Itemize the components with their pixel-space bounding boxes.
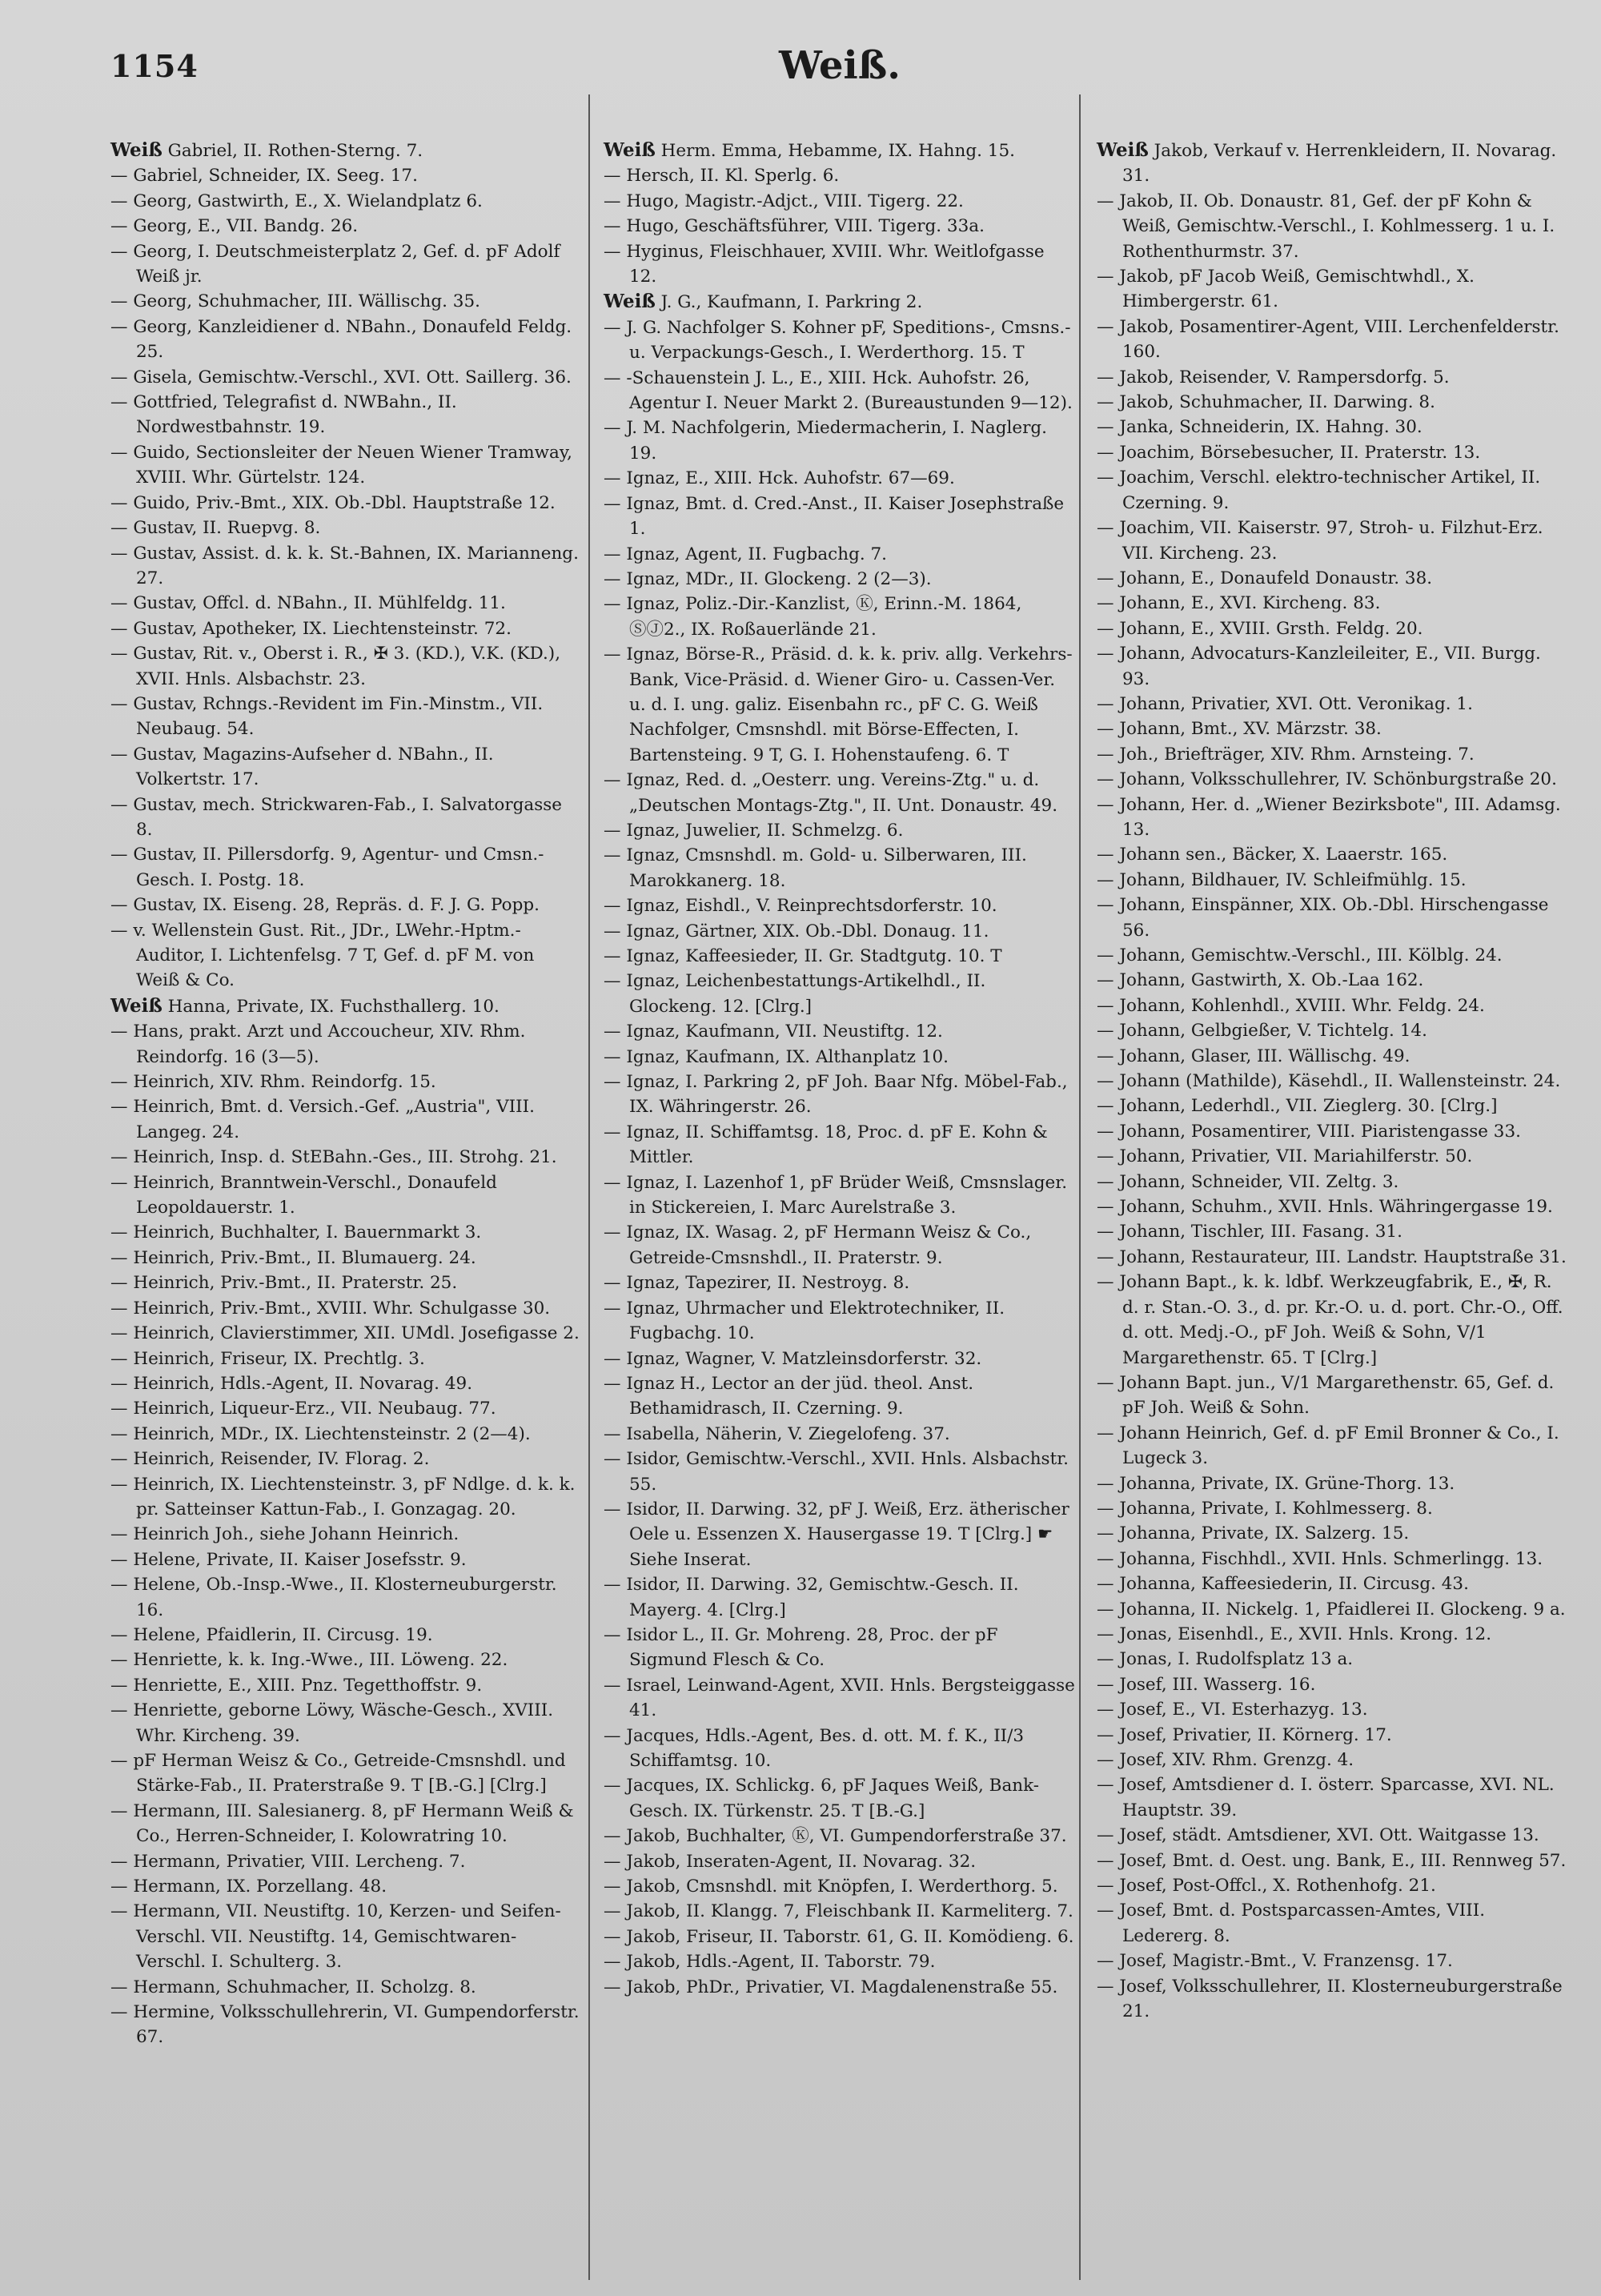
directory-entry: — Heinrich, Insp. d. StEBahn.-Ges., III. Strohg. 21. [110,1147,557,1168]
directory-entry: — Johann, Gelbgießer, V. Tichtelg. 14. [1097,1021,1427,1042]
directory-entry: Weiß J. G., Kaufmann, I. Parkring 2. [604,291,923,313]
column-divider [1079,94,1081,2280]
page-header [110,43,1569,99]
directory-entry: — Helene, Private, II. Kaiser Josefsstr. 9. [110,1549,467,1570]
directory-entry: — Heinrich, Branntwein-Verschl., Donaufeld Leopoldauerstr. 1. [110,1172,497,1218]
directory-entry: — Josef, Bmt. d. Postsparcassen-Amtes, VIII. Ledererg. 8. [1097,1901,1486,1946]
directory-entry: — Ignaz, Gärtner, XIX. Ob.-Dbl. Donaug. 11. [604,921,989,941]
directory-entry: — Isidor, II. Darwing. 32, pF J. Weiß, Erz. ätherischer Oele u. Essenzen X. Hausergasse 19. T [Clrg.] ☛ Siehe Inserat. [604,1499,1069,1570]
directory-entry: — Johann, Kohlenhdl., XVIII. Whr. Feldg. 24. [1097,995,1485,1016]
directory-entry: — Georg, I. Deutschmeisterplatz 2, Gef. d. pF Adolf Weiß jr. [110,241,560,287]
directory-entry: — Johann Bapt. jun., V/1 Margarethenstr. 65, Gef. d. pF Joh. Weiß & Sohn. [1097,1372,1555,1419]
directory-entry: — Gustav, IX. Eiseng. 28, Repräs. d. F. J. G. Popp. [110,895,540,916]
directory-entry: — Josef, städt. Amtsdiener, XVI. Ott. Waitgasse 13. [1097,1825,1539,1846]
directory-entry: — Gustav, mech. Strickwaren-Fab., I. Salvatorgasse 8. [110,794,563,840]
directory-entry: — Hermine, Volksschullehrerin, VI. Gumpendorferstr. 67. [110,2002,580,2048]
directory-entry: — Guido, Sectionsleiter der Neuen Wiener Tramway, XVIII. Whr. Gürtelstr. 124. [110,442,572,488]
directory-entry: — Johann, Privatier, VII. Mariahilferstr. 50. [1097,1146,1473,1167]
directory-entry: — -Schauenstein J. L., E., XIII. Hck. Auhofstr. 26, Agentur I. Neuer Markt 2. (Bureaustunden 9—12). [604,367,1073,414]
directory-entry: — Hans, prakt. Arzt und Accoucheur, XIV. Rhm. Reindorfg. 16 (3—5). [110,1022,526,1067]
directory-entry: — Hermann, Privatier, VIII. Lercheng. 7. [110,1851,466,1872]
directory-entry: — Jakob, Inseraten-Agent, II. Novarag. 32. [604,1851,977,1872]
directory-entry: — Johann, Restaurateur, III. Landstr. Hauptstraße 31. [1097,1246,1567,1267]
directory-entry: — Jacques, IX. Schlickg. 6, pF Jaques Weiß, Bank-Gesch. IX. Türkenstr. 25. T [B.-G.] [604,1776,1040,1821]
directory-entry: — Helene, Ob.-Insp.-Wwe., II. Klosterneuburgerstr. 16. [110,1575,557,1620]
directory-entry: — Johann, E., XVI. Kircheng. 83. [1097,593,1381,614]
directory-entry: — Johann, E., XVIII. Grsth. Feldg. 20. [1097,618,1423,639]
directory-entry: — Johann, Her. d. „Wiener Bezirksbote", III. Adamsg. 13. [1097,794,1561,840]
directory-entry: — Guido, Priv.-Bmt., XIX. Ob.-Dbl. Hauptstraße 12. [110,492,556,513]
directory-entry: — Johann, E., Donaufeld Donaustr. 38. [1097,568,1433,588]
directory-entry: — Heinrich, Priv.-Bmt., XVIII. Whr. Schulgasse 30. [110,1298,551,1319]
directory-entry: — Johann, Advocaturs-Kanzleileiter, E., VII. Burgg. 93. [1097,644,1541,689]
directory-entry: — Johanna, Kaffeesiederin, II. Circusg. 43. [1097,1574,1469,1595]
directory-entry: Weiß Herm. Emma, Hebamme, IX. Hahng. 15. [604,139,1015,161]
directory-entry: Weiß Gabriel, II. Rothen-Sterng. 7. [110,139,423,161]
directory-entry: — Johann Bapt., k. k. ldbf. Werkzeugfabrik, E., ✠, R. d. r. Stan.-O. 3., d. pr. Kr.-O. u. d. port. Chr.-O., Off. d. ott. Medj.-O., pF Joh. Weiß & Sohn, V/1 Margarethenstr. 65. T [Clrg.] [1097,1272,1563,1368]
directory-entry: — Heinrich, Bmt. d. Versich.-Gef. „Austria", VIII. Langeg. 24. [110,1097,535,1142]
directory-entry: — Jakob, Hdls.-Agent, II. Taborstr. 79. [604,1952,936,1973]
directory-entry: Weiß Hanna, Private, IX. Fuchsthallerg. 10. [110,994,500,1017]
directory-entry: — Johanna, II. Nickelg. 1, Pfaidlerei II. Glockeng. 9 a. [1097,1599,1566,1620]
directory-entry: — Henriette, E., XIII. Pnz. Tegetthoffstr. 9. [110,1675,483,1696]
directory-entry: — Ignaz, Kaufmann, IX. Althanplatz 10. [604,1046,949,1067]
directory-entry: — Ignaz, II. Schiffamtsg. 18, Proc. d. pF E. Kohn & Mittler. [604,1122,1048,1168]
directory-entry: — Ignaz, I. Parkring 2, pF Joh. Baar Nfg. Möbel-Fab., IX. Währingerstr. 26. [604,1072,1068,1118]
directory-entry: — Gisela, Gemischtw.-Verschl., XVI. Ott. Saillerg. 36. [110,367,572,387]
directory-entry: — Hugo, Magistr.-Adjct., VIII. Tigerg. 22. [604,191,964,211]
directory-entry: — Johann, Schneider, VII. Zeltg. 3. [1097,1171,1399,1192]
directory-entry: — Jonas, I. Rudolfsplatz 13 a. [1097,1649,1354,1670]
directory-entry: — J. M. Nachfolgerin, Miedermacherin, I. Naglerg. 19. [604,418,1047,464]
directory-entry: — Georg, Schuhmacher, III. Wällischg. 35. [110,291,480,312]
directory-entry: — Johann, Einspänner, XIX. Ob.-Dbl. Hirschengasse 56. [1097,895,1549,941]
directory-entry: — Josef, III. Wasserg. 16. [1097,1674,1316,1695]
directory-entry: — Gottfried, Telegrafist d. NWBahn., II. Nordwestbahnstr. 19. [110,392,457,438]
directory-entry: — Jakob, Reisender, V. Rampersdorfg. 5. [1097,367,1450,387]
directory-entry: — Hermann, IX. Porzellang. 48. [110,1877,387,1897]
directory-entry: — Gustav, Rit. v., Oberst i. R., ✠ 3. (KD.), V.K. (KD.), XVII. Hnls. Alsbachstr. 23. [110,644,561,689]
directory-entry: — Jonas, Eisenhdl., E., XVII. Hnls. Krong. 12. [1097,1624,1492,1644]
directory-entry: — Ignaz, Bmt. d. Cred.-Anst., II. Kaiser Josephstraße 1. [604,493,1065,540]
column-middle [604,138,1076,2050]
directory-entry: — Ignaz, IX. Wasag. 2, pF Hermann Weisz & Co., Getreide-Cmsnshdl., II. Praterstr. 9. [604,1222,1032,1268]
directory-entry: — Isidor, Gemischtw.-Verschl., XVII. Hnls. Alsbachstr. 55. [604,1449,1069,1495]
directory-entry: — Heinrich, Friseur, IX. Prechtlg. 3. [110,1348,425,1369]
directory-entry: — Ignaz, Leichenbestattungs-Artikelhdl., II. Glockeng. 12. [Clrg.] [604,971,986,1017]
directory-entry: — Johann sen., Bäcker, X. Laaerstr. 165. [1097,845,1448,865]
directory-entry: — Hermann, III. Salesianerg. 8, pF Hermann Weiß & Co., Herren-Schneider, I. Kolowratring 10. [110,1800,574,1847]
page-number: 1154 [110,48,199,84]
directory-entry: — Johann, Posamentirer, VIII. Piaristengasse 33. [1097,1121,1522,1142]
directory-entry: — Josef, Bmt. d. Oest. ung. Bank, E., III. Rennweg 57. [1097,1850,1567,1871]
directory-entry: — Jakob, Posamentirer-Agent, VIII. Lerchenfelderstr. 160. [1097,316,1559,363]
directory-entry: — Joachim, Verschl. elektro-technischer Artikel, II. Czerning. 9. [1097,468,1541,513]
directory-entry: — Gustav, Rchngs.-Revident im Fin.-Minstm., VII. Neubaug. 54. [110,693,544,740]
directory-entry: — Josef, XIV. Rhm. Grenzg. 4. [1097,1750,1354,1770]
directory-entry: — Israel, Leinwand-Agent, XVII. Hnls. Bergsteiggasse 41. [604,1675,1075,1721]
directory-entry: — Hyginus, Fleischhauer, XVIII. Whr. Weitlofgasse 12. [604,241,1045,287]
directory-entry: — Josef, E., VI. Esterhazyg. 13. [1097,1700,1368,1720]
directory-entry: — Josef, Amtsdiener d. I. österr. Sparcasse, XVI. NL. Hauptstr. 39. [1097,1775,1555,1820]
directory-entry: — Johann, Bildhauer, IV. Schleifmühlg. 15. [1097,869,1467,890]
column-right [1097,138,1569,2050]
directory-columns [110,138,1569,2050]
directory-entry: — Jakob, Cmsnshdl. mit Knöpfen, I. Werderthorg. 5. [604,1877,1058,1897]
directory-entry: — J. G. Nachfolger S. Kohner pF, Speditions-, Cmsns.- u. Verpackungs-Gesch., I. Werderthorg. 15. T [604,317,1071,363]
directory-entry: — Jakob, II. Ob. Donaustr. 81, Gef. der pF Kohn & Weiß, Gemischtw.-Verschl., I. Kohlmesserg. 1 u. I. Rothenthurmstr. 37. [1097,191,1555,262]
directory-entry: — v. Wellenstein Gust. Rit., JDr., LWehr.-Hptm.-Auditor, I. Lichtenfelsg. 7 T, Gef. d. pF M. von Weiß & Co. [110,920,535,991]
directory-entry: — pF Herman Weisz & Co., Getreide-Cmsnshdl. und Stärke-Fab., II. Praterstraße 9. T [B.-G.] [Clrg.] [110,1751,566,1796]
column-divider [588,94,590,2280]
directory-entry: — Helene, Pfaidlerin, II. Circusg. 19. [110,1624,433,1645]
directory-entry: — Hugo, Geschäftsführer, VIII. Tigerg. 33a. [604,216,985,237]
directory-entry: — Ignaz, Red. d. „Oesterr. ung. Vereins-Ztg." u. d. „Deutschen Montags-Ztg.", II. Unt. Donaustr. 49. [604,770,1058,816]
directory-entry: — Jakob, Friseur, II. Taborstr. 61, G. II. Komödieng. 6. [604,1926,1074,1947]
directory-entry: — Gustav, II. Pillersdorfg. 9, Agentur- und Cmsn.-Gesch. I. Postg. 18. [110,845,544,890]
directory-entry: — Gabriel, Schneider, IX. Seeg. 17. [110,166,418,187]
directory-entry: — Heinrich, Reisender, IV. Florag. 2. [110,1449,430,1470]
page-title: Weiß. [779,43,901,88]
directory-entry: — Ignaz, MDr., II. Glockeng. 2 (2—3). [604,568,932,589]
directory-entry: — Ignaz, Poliz.-Dir.-Kanzlist, Ⓚ, Erinn.-M. 1864, ⓈⒿ2., IX. Roßauerlände 21. [604,594,1022,640]
directory-entry: — Johanna, Fischhdl., XVII. Hnls. Schmerlingg. 13. [1097,1548,1543,1569]
directory-entry: — Jakob, pF Jacob Weiß, Gemischtwhdl., X. Himbergerstr. 61. [1097,267,1475,312]
directory-entry: — Ignaz, Kaufmann, VII. Neustiftg. 12. [604,1022,943,1042]
directory-entry: — Ignaz H., Lector an der jüd. theol. Anst. Bethamidrasch, II. Czerning. 9. [604,1373,974,1419]
directory-entry: — Georg, Gastwirth, E., X. Wielandplatz 6. [110,191,483,211]
directory-entry: — Heinrich, MDr., IX. Liechtensteinstr. 2 (2—4). [110,1423,531,1444]
directory-entry: — Johanna, Private, I. Kohlmesserg. 8. [1097,1498,1433,1519]
directory-entry: — Ignaz, Cmsnshdl. m. Gold- u. Silberwaren, III. Marokkanerg. 18. [604,845,1027,891]
directory-entry: — Johann, Gemischtw.-Verschl., III. Kölblg. 24. [1097,945,1503,965]
directory-entry: — Ignaz, Kaffeesieder, II. Gr. Stadtgutg. 10. T [604,946,1002,966]
directory-entry: — Gustav, Assist. d. k. k. St.-Bahnen, IX. Marianneng. 27. [110,543,579,588]
directory-entry: — Heinrich, Buchhalter, I. Bauernmarkt 3. [110,1222,482,1243]
directory-entry: — Henriette, geborne Löwy, Wäsche-Gesch., XVIII. Whr. Kircheng. 39. [110,1700,554,1746]
directory-entry: — Josef, Privatier, II. Körnerg. 17. [1097,1724,1392,1745]
directory-entry: — Jakob, II. Klangg. 7, Fleischbank II. Karmeliterg. 7. [604,1901,1073,1922]
directory-entry: — Jakob, Buchhalter, Ⓚ, VI. Gumpendorferstraße 37. [604,1826,1067,1847]
directory-entry: — Johann, Schuhm., XVII. Hnls. Währingergasse 19. [1097,1197,1553,1218]
directory-entry: — Hermann, VII. Neustiftg. 10, Kerzen- und Seifen-Verschl. VII. Neustiftg. 14, Gemischtwaren-Verschl. I. Schulterg. 3. [110,1901,561,1973]
directory-entry: — Hermann, Schuhmacher, II. Scholzg. 8. [110,1977,476,1997]
directory-entry: — Ignaz, Börse-R., Präsid. d. k. k. priv. allg. Verkehrs-Bank, Vice-Präsid. d. Wiener Giro- u. Cassen-Ver. u. d. I. ung. galiz. Eisenbahn rc., pF C. G. Weiß Nachfolger, Cmsnshdl. mit Börse-Effecten, I. Bartensteing. 9 T, G. I. Hohenstaufeng. 6. T [604,644,1073,765]
directory-entry: — Johann, Bmt., XV. Märzstr. 38. [1097,719,1382,740]
directory-entry: — Josef, Post-Offcl., X. Rothenhofg. 21. [1097,1876,1436,1897]
directory-entry: — Ignaz, Juwelier, II. Schmelzg. 6. [604,820,904,841]
directory-entry: — Gustav, Offcl. d. NBahn., II. Mühlfeldg. 11. [110,593,506,614]
directory-entry: — Heinrich, IX. Liechtensteinstr. 3, pF Ndlge. d. k. k. pr. Satteinser Kattun-Fab., I. Gonzagag. 20. [110,1474,576,1519]
directory-entry: — Isidor, II. Darwing. 32, Gemischtw.-Gesch. II. Mayerg. 4. [Clrg.] [604,1575,1019,1620]
directory-entry: — Jakob, PhDr., Privatier, VI. Magdalenenstraße 55. [604,1977,1058,1997]
directory-entry: — Heinrich, Priv.-Bmt., II. Praterstr. 25. [110,1273,458,1294]
directory-entry: — Heinrich, Liqueur-Erz., VII. Neubaug. 77. [110,1399,496,1419]
directory-entry: — Isabella, Näherin, V. Ziegelofeng. 37. [604,1423,950,1444]
directory-entry: — Gustav, Apotheker, IX. Liechtensteinstr. 72. [110,618,512,639]
directory-entry: — Ignaz, Agent, II. Fugbachg. 7. [604,544,888,564]
directory-entry: — Ignaz, Tapezirer, II. Nestroyg. 8. [604,1273,910,1294]
directory-entry: — Gustav, II. Ruepvg. 8. [110,518,321,539]
directory-entry: — Johann, Privatier, XVI. Ott. Veronikag. 1. [1097,693,1473,714]
directory-entry: — Heinrich, XIV. Rhm. Reindorfg. 15. [110,1072,436,1093]
directory-entry: — Ignaz, Uhrmacher und Elektrotechniker, II. Fugbachg. 10. [604,1298,1005,1344]
directory-entry: — Johann, Lederhdl., VII. Zieglerg. 30. [Clrg.] [1097,1096,1498,1117]
directory-entry: — Georg, Kanzleidiener d. NBahn., Donaufeld Feldg. 25. [110,316,572,363]
directory-entry: — Georg, E., VII. Bandg. 26. [110,216,359,237]
directory-entry: — Jakob, Schuhmacher, II. Darwing. 8. [1097,392,1435,413]
directory-entry: — Josef, Volksschullehrer, II. Klosterneuburgerstraße 21. [1097,1976,1563,2022]
directory-entry: — Johann, Gastwirth, X. Ob.-Laa 162. [1097,970,1424,991]
directory-entry: — Ignaz, Eishdl., V. Reinprechtsdorferstr. 10. [604,896,997,917]
directory-entry: — Johann Heinrich, Gef. d. pF Emil Bronner & Co., I. Lugeck 3. [1097,1423,1559,1469]
directory-entry: — Jacques, Hdls.-Agent, Bes. d. ott. M. f. K., II/3 Schiffamtsg. 10. [604,1725,1025,1771]
directory-entry: — Ignaz, Wagner, V. Matzleinsdorferstr. 32. [604,1348,982,1369]
directory-entry: — Johann (Mathilde), Käsehdl., II. Wallensteinstr. 24. [1097,1071,1561,1092]
directory-entry: — Ignaz, I. Lazenhof 1, pF Brüder Weiß, Cmsnslager. in Stickereien, I. Marc Aurelstraße 3. [604,1172,1068,1218]
directory-entry: — Heinrich, Priv.-Bmt., II. Blumauerg. 24. [110,1247,476,1268]
directory-entry: — Johanna, Private, IX. Salzerg. 15. [1097,1523,1410,1544]
directory-entry: — Joachim, VII. Kaiserstr. 97, Stroh- u. Filzhut-Erz. VII. Kircheng. 23. [1097,518,1543,564]
directory-entry: — Hersch, II. Kl. Sperlg. 6. [604,166,840,187]
directory-entry: — Heinrich, Clavierstimmer, XII. UMdl. Josefigasse 2. [110,1323,580,1344]
directory-entry: — Joachim, Börsebesucher, II. Praterstr. 13. [1097,442,1481,463]
directory-entry: — Henriette, k. k. Ing.-Wwe., III. Löweng. 22. [110,1650,508,1671]
directory-entry: — Heinrich Joh., siehe Johann Heinrich. [110,1524,459,1545]
directory-entry: — Janka, Schneiderin, IX. Hahng. 30. [1097,417,1422,438]
directory-entry: — Gustav, Magazins-Aufseher d. NBahn., II. Volkertstr. 17. [110,744,494,790]
directory-entry: — Johann, Volksschullehrer, IV. Schönburgstraße 20. [1097,769,1557,790]
directory-entry: — Ignaz, E., XIII. Hck. Auhofstr. 67—69. [604,468,955,489]
directory-entry: — Johann, Tischler, III. Fasang. 31. [1097,1222,1402,1242]
directory-entry: — Johann, Glaser, III. Wällischg. 49. [1097,1046,1410,1066]
column-left [110,138,583,2050]
directory-entry: — Heinrich, Hdls.-Agent, II. Novarag. 49. [110,1373,473,1394]
directory-entry: — Joh., Briefträger, XIV. Rhm. Arnsteing. 7. [1097,744,1475,765]
directory-entry: — Isidor L., II. Gr. Mohreng. 28, Proc. der pF Sigmund Flesch & Co. [604,1624,998,1671]
directory-entry: — Josef, Magistr.-Bmt., V. Franzensg. 17. [1097,1951,1453,1972]
directory-entry: Weiß Jakob, Verkauf v. Herrenkleidern, II. Novarag. 31. [1097,139,1557,187]
directory-entry: — Johanna, Private, IX. Grüne-Thorg. 13. [1097,1473,1455,1494]
